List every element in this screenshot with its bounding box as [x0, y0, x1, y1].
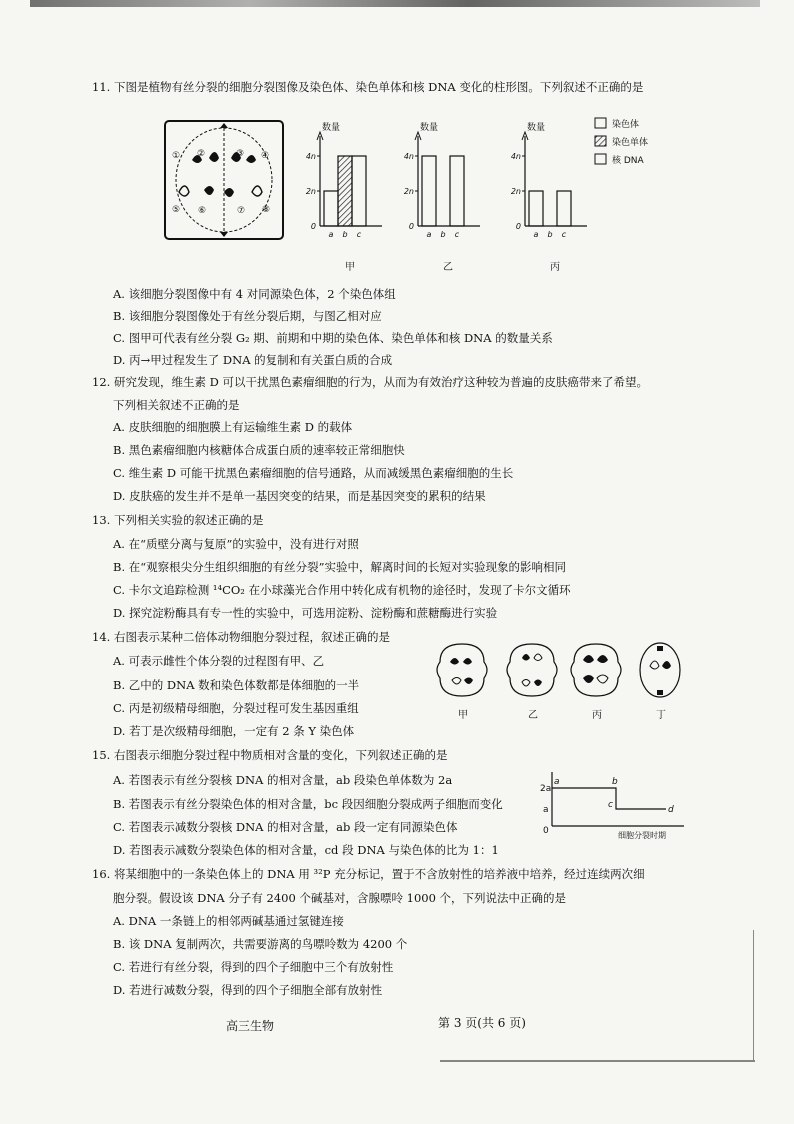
scan-edge-right: [753, 930, 754, 1060]
cell-label: ⑦: [237, 206, 246, 216]
bar-b: [338, 156, 352, 226]
legend-label: 核 DNA: [612, 156, 644, 166]
point-label: a: [554, 777, 560, 787]
bar-chart-2: [404, 121, 480, 273]
cell-name: 甲: [458, 710, 468, 721]
cell-name: 丁: [656, 710, 666, 721]
q12-option-b: B. 黑色素瘤细胞内核糖体合成蛋白质的速率较正常细胞快: [113, 443, 405, 457]
y-tick-label: 4n: [510, 152, 521, 161]
x-tick-label: a: [533, 230, 539, 239]
y-tick-label: 2n: [305, 187, 316, 196]
legend-swatch-chromosome: [595, 118, 606, 128]
cell-label: ⑤: [172, 205, 181, 215]
y-tick-label: 0: [310, 222, 316, 231]
q15-option-d: D. 若图表示减数分裂染色体的相对含量，cd 段 DNA 与染色体的比为 1：1: [113, 843, 499, 857]
y-label: a: [543, 805, 549, 815]
y-tick-label: 4n: [305, 152, 316, 161]
q13-stem: 13. 下列相关实验的叙述正确的是: [92, 513, 264, 527]
q11-legend: [594, 116, 684, 172]
point-label: d: [668, 805, 674, 815]
legend-swatch-dna: [595, 154, 606, 164]
q12-stem: 12. 研究发现，维生素 D 可以干扰黑色素瘤细胞的行为，从而为有效治疗这种较为普遍的皮肤癌带来了希望。: [92, 375, 648, 389]
legend-swatch-chromatid: [595, 136, 606, 146]
y-tick-label: 0: [408, 222, 414, 231]
q11-option-b: B. 该细胞分裂图像处于有丝分裂后期，与图乙相对应: [113, 309, 382, 323]
q11-option-c: C. 图甲可代表有丝分裂 G₂ 期、前期和中期的染色体、染色单体和核 DNA 的数量关系: [113, 331, 553, 345]
q14-option-c: C. 丙是初级精母细胞，分裂过程可发生基因重组: [113, 701, 359, 715]
q14-option-d: D. 若丁是次级精母细胞，一定有 2 条 Y 染色体: [113, 724, 355, 738]
q13-option-b: B. 在“观察根尖分生组织细胞的有丝分裂”实验中，解离时间的长短对实验现象的影响相同: [113, 560, 567, 574]
chart-name: 乙: [443, 262, 453, 273]
cell-label: ①: [172, 151, 181, 161]
bar-c: [557, 191, 571, 226]
q11-bar-charts: [300, 118, 630, 278]
q12-option-a: A. 皮肤细胞的细胞膜上有运输维生素 D 的载体: [113, 420, 353, 434]
q12-option-d: D. 皮肤癌的发生并不是单一基因突变的结果，而是基因突变的累积的结果: [113, 489, 486, 503]
q15-option-c: C. 若图表示减数分裂核 DNA 的相对含量，ab 段一定有同源染色体: [113, 820, 458, 834]
cell-label: ⑧: [262, 205, 271, 215]
chart-name: 丙: [550, 262, 560, 273]
y-tick-label: 2n: [403, 187, 414, 196]
x-tick-label: a: [426, 230, 432, 239]
footer-subject: 高三生物: [226, 1019, 275, 1033]
point-label: b: [612, 777, 618, 787]
q14-stem: 14. 右图表示某种二倍体动物细胞分裂过程，叙述正确的是: [92, 630, 390, 644]
bar-a: [324, 191, 338, 226]
q15-option-a: A. 若图表示有丝分裂核 DNA 的相对含量，ab 段染色单体数为 2a: [113, 773, 453, 787]
cell-label: ④: [261, 151, 270, 161]
bar-c: [450, 156, 464, 226]
legend-label: 染色单体: [612, 138, 649, 148]
q12-option-c: C. 维生素 D 可能干扰黑色素瘤细胞的信号通路，从而减缓黑色素瘤细胞的生长: [113, 466, 514, 480]
q12-stem-cont: 下列相关叙述不正确的是: [113, 398, 240, 412]
scan-edge: [30, 0, 760, 7]
cell-jia: [437, 644, 487, 696]
footer-page: 第 3 页(共 6 页): [438, 1016, 526, 1030]
y-axis-title: 数量: [527, 123, 546, 133]
q16-option-d: D. 若进行减数分裂，得到的四个子细胞全部有放射性: [113, 983, 383, 997]
bar-c: [352, 156, 366, 226]
cell-label: ②: [197, 149, 206, 159]
bar-a: [422, 156, 436, 226]
y-tick-label: 0: [515, 222, 521, 231]
bar-chart-1: [306, 121, 382, 273]
y-label: 0: [543, 826, 549, 836]
q11-option-d: D. 丙→甲过程发生了 DNA 的复制和有关蛋白质的合成: [113, 353, 393, 367]
x-tick-label: b: [440, 230, 446, 239]
cell-yi: [507, 644, 557, 696]
x-tick-label: a: [328, 230, 334, 239]
q13-option-d: D. 探究淀粉酶具有专一性的实验中，可选用淀粉、淀粉酶和蔗糖酶进行实验: [113, 606, 498, 620]
q14-option-b: B. 乙中的 DNA 数和染色体数都是体细胞的一半: [113, 678, 360, 692]
cell-label: ⑥: [198, 206, 207, 216]
q15-graph: [538, 770, 688, 840]
q16-option-b: B. 该 DNA 复制两次，共需要游离的鸟嘌呤数为 4200 个: [113, 937, 408, 951]
point-label: c: [608, 800, 613, 810]
q16-option-a: A. DNA 一条链上的相邻两碱基通过氢键连接: [113, 914, 344, 928]
q13-option-a: A. 在“质壁分离与复原”的实验中，没有进行对照: [113, 537, 359, 551]
y-axis-title: 数量: [322, 123, 341, 133]
cell-bing: [571, 644, 621, 696]
q14-cell-figures: [430, 640, 690, 722]
bar-chart-3: [511, 121, 587, 273]
cell-ding: [640, 643, 680, 697]
q15-option-b: B. 若图表示有丝分裂染色体的相对含量，bc 段因细胞分裂成两子细胞而变化: [113, 797, 503, 811]
q16-stem-cont: 胞分裂。假设该 DNA 分子有 2400 个碱基对，含腺嘌呤 1000 个，下列说法中正确的是: [113, 891, 567, 905]
legend-label: 染色体: [612, 120, 640, 130]
q13-option-c: C. 卡尔文追踪检测 ¹⁴CO₂ 在小球藻光合作用中转化成有机物的途径时，发现了卡尔文循环: [113, 583, 571, 597]
q11-option-a: A. 该细胞分裂图像中有 4 对同源染色体，2 个染色体组: [113, 287, 396, 301]
bar-a: [529, 191, 543, 226]
x-axis-label: 细胞分裂时期: [618, 831, 666, 840]
y-axis-title: 数量: [420, 123, 439, 133]
footer-divider: [440, 1060, 755, 1062]
y-tick-label: 4n: [403, 152, 414, 161]
q16-option-c: C. 若进行有丝分裂，得到的四个子细胞中三个有放射性: [113, 960, 394, 974]
q11-stem: 11. 下图是植物有丝分裂的细胞分裂图像及染色体、染色单体和核 DNA 变化的柱形图。下列叙述不正确的是: [92, 80, 644, 94]
x-tick-label: b: [342, 230, 348, 239]
q15-stem: 15. 右图表示细胞分裂过程中物质相对含量的变化，下列叙述正确的是: [92, 748, 448, 762]
x-tick-label: c: [356, 230, 362, 239]
cell-name: 乙: [528, 710, 538, 721]
x-tick-label: c: [454, 230, 460, 239]
x-tick-label: c: [561, 230, 567, 239]
q11-cell-figure: [164, 120, 284, 240]
y-label: 2a: [540, 784, 552, 794]
chart-name: 甲: [345, 262, 355, 273]
q14-option-a: A. 可表示雌性个体分裂的过程图有甲、乙: [113, 654, 325, 668]
y-tick-label: 2n: [510, 187, 521, 196]
cell-name: 丙: [592, 710, 602, 721]
q16-stem: 16. 将某细胞中的一条染色体上的 DNA 用 ³²P 充分标记，置于不含放射性的培养液中培养，经过连续两次细: [92, 867, 645, 881]
x-tick-label: b: [547, 230, 553, 239]
cell-label: ③: [236, 149, 245, 159]
